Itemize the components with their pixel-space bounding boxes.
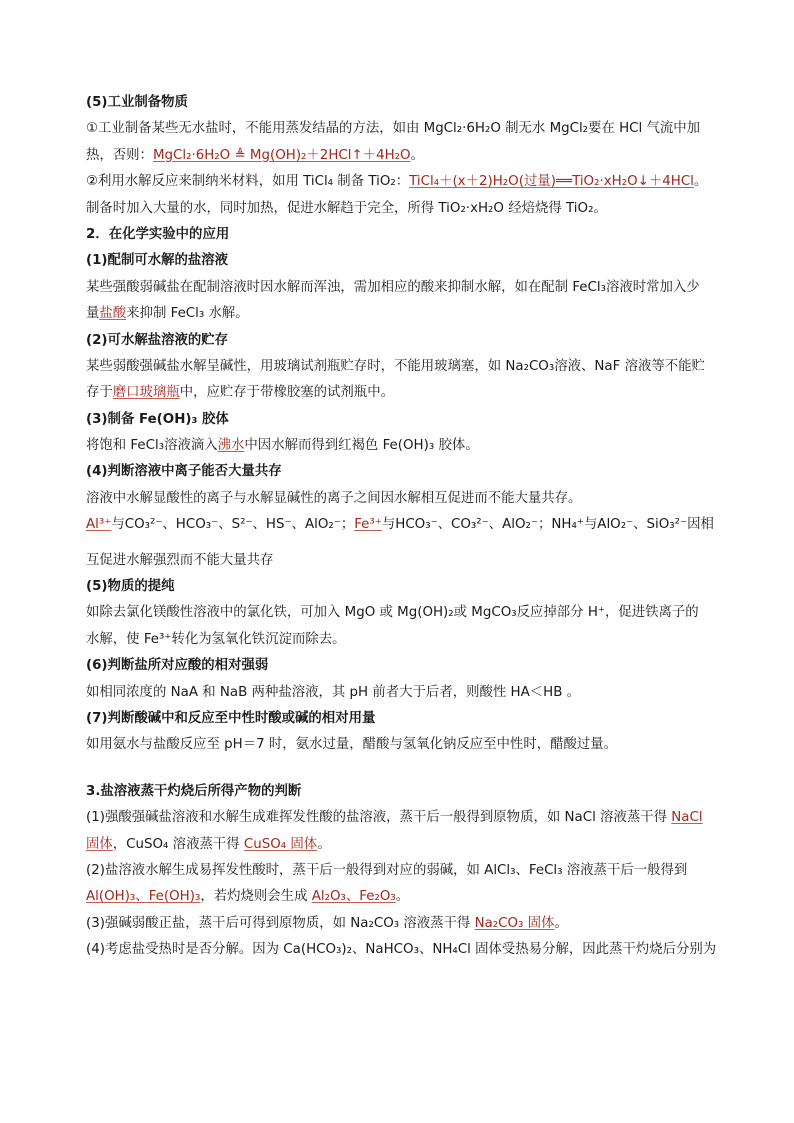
basic-ions-group2: HCO₃⁻、CO₃²⁻、AlO₂⁻ bbox=[395, 517, 538, 533]
paragraph-line: 如除去氯化镁酸性溶液中的氯化铁，可加入 MgO 或 Mg(OH)₂或 MgCO₃反应掉部分 H⁺，促进铁离子的 bbox=[86, 605, 699, 621]
paragraph-line bbox=[86, 807, 726, 828]
paragraph-line: (4)考虑盐受热时是否分解。因为 Ca(HCO₃)₂、NaHCO₃、NH₄Cl 固体受热易分解，因此蒸干灼烧后分别为 bbox=[86, 942, 717, 958]
section-heading: (4)判断溶液中离子能否大量共存 bbox=[86, 464, 282, 480]
paragraph-line bbox=[86, 303, 726, 324]
answer-highlight: 盐酸 bbox=[99, 306, 127, 322]
text-segment: 存于 bbox=[86, 385, 113, 401]
basic-ions-group1: CO₃²⁻、HCO₃⁻、S²⁻、HS⁻、AlO₂⁻ bbox=[124, 517, 341, 533]
paragraph-line bbox=[86, 834, 726, 855]
text-segment: ，若灼烧则会生成 bbox=[200, 889, 312, 905]
paragraph-line bbox=[86, 435, 726, 456]
acidic-ion-nh4: NH₄⁺ bbox=[551, 517, 584, 533]
answer-highlight: MgCl₂·6H₂O ≜ Mg(OH)₂＋2HCl↑＋4H₂O bbox=[152, 147, 411, 163]
text-segment: 中因水解而得到红褐色 Fe(OH)₃ 胶体。 bbox=[244, 438, 479, 454]
paragraph-line: 如用氨水与盐酸反应至 pH＝7 时，氨水过量，醋酸与氢氧化钠反应至中性时，醋酸过量。 bbox=[86, 737, 618, 753]
section-heading: (3)制备 Fe(OH)₃ 胶体 bbox=[86, 411, 229, 427]
paragraph-line: 溶液中水解显酸性的离子与水解显碱性的离子之间因水解相互促进而不能大量共存。 bbox=[86, 490, 582, 506]
paragraph-line: 互促进水解强烈而不能大量共存 bbox=[86, 552, 274, 568]
paragraph-line bbox=[86, 171, 726, 192]
text-segment: 。 bbox=[395, 889, 410, 905]
text-segment: ，CuSO₄ 溶液蒸干得 bbox=[112, 836, 244, 852]
paragraph-line: (2)盐溶液水解生成易挥发性酸时，蒸干后一般得到对应的弱碱，如 AlCl₃、FeCl₃ 溶液蒸干后一般得到 bbox=[86, 862, 688, 878]
paragraph-line: ①工业制备某些无水盐时，不能用蒸发结晶的方法，如由 MgCl₂·6H₂O 制无水 MgCl₂要在 HCl 气流中加 bbox=[86, 121, 701, 137]
paragraph-line bbox=[86, 145, 726, 166]
answer-highlight: NaCl bbox=[671, 810, 703, 826]
text-segment: 热，否则： bbox=[86, 147, 153, 163]
paragraph-line bbox=[86, 913, 726, 934]
answer-highlight: TiCl₄＋(x＋2)H₂O(过量)══TiO₂·xH₂O↓＋4HCl bbox=[409, 174, 694, 190]
text-segment: (1)强酸强碱盐溶液和水解生成难挥发性酸的盐溶液，蒸干后一般得到原物质，如 NaCl 溶液蒸干得 bbox=[86, 810, 672, 826]
paragraph-line: 某些强酸弱碱盐在配制溶液时因水解而浑浊，需加相应的酸来抑制水解，如在配制 FeCl₃溶液时常加入少 bbox=[86, 279, 700, 295]
answer-highlight: Al(OH)₃、Fe(OH)₃ bbox=[86, 889, 201, 905]
text-segment: 。 bbox=[554, 915, 568, 931]
line-tail-text: 因相 bbox=[687, 517, 714, 533]
acidic-ion-al: Al³⁺ bbox=[86, 517, 112, 533]
section-heading: 3.盐溶液蒸干灼烧后所得产物的判断 bbox=[86, 783, 302, 799]
paragraph-line: 制备时加入大量的水，同时加热，促进水解趋于完全，所得 TiO₂·xH₂O 经焙烧得 TiO₂。 bbox=[86, 200, 607, 216]
section-heading: (1)配制可水解的盐溶液 bbox=[86, 253, 229, 269]
paragraph-line: 如相同浓度的 NaA 和 NaB 两种盐溶液，其 pH 前者大于后者，则酸性 HA＜HB 。 bbox=[86, 684, 581, 700]
separator: ； bbox=[537, 517, 552, 533]
section-heading: (7)判断酸碱中和反应至中性时酸或碱的相对用量 bbox=[86, 710, 376, 726]
section-heading: (5)物质的提纯 bbox=[86, 579, 175, 595]
section-heading: (6)判断盐所对应酸的相对强弱 bbox=[86, 658, 269, 674]
text-segment: 。 bbox=[693, 174, 708, 190]
answer-highlight: Al₂O₃、Fe₂O₃ bbox=[311, 889, 396, 905]
paragraph-line: 某些弱酸强碱盐水解呈碱性，用玻璃试剂瓶贮存时，不能用玻璃塞，如 Na₂CO₃溶液、NaF 溶液等不能贮 bbox=[86, 358, 705, 374]
text-segment: 量 bbox=[86, 306, 100, 322]
paragraph-line: 水解，使 Fe³⁺转化为氢氧化铁沉淀而除去。 bbox=[86, 631, 346, 647]
text-segment: 来抑制 FeCl₃ 水解。 bbox=[126, 306, 249, 322]
text-segment: (3)强碱弱酸正盐，蒸干后可得到原物质，如 Na₂CO₃ 溶液蒸干得 bbox=[86, 915, 475, 931]
answer-highlight: 磨口玻璃瓶 bbox=[112, 385, 180, 401]
document-page bbox=[86, 92, 726, 966]
answer-highlight: 固体 bbox=[86, 836, 113, 852]
connector-text: 与 bbox=[381, 517, 396, 533]
paragraph-line bbox=[86, 382, 726, 403]
answer-highlight: Na₂CO₃ 固体 bbox=[474, 915, 555, 931]
section-heading: (2)可水解盐溶液的贮存 bbox=[86, 332, 229, 348]
acidic-ion-fe: Fe³⁺ bbox=[354, 517, 382, 533]
basic-ions-group3: AlO₂⁻、SiO₃²⁻ bbox=[597, 517, 688, 533]
answer-highlight: 沸水 bbox=[217, 438, 245, 454]
text-segment: 中，应贮存于带橡胶塞的试剂瓶中。 bbox=[179, 385, 394, 401]
separator: ； bbox=[340, 517, 355, 533]
connector-text: 与 bbox=[583, 517, 598, 533]
connector-text: 与 bbox=[111, 517, 125, 533]
ion-coexistence-line bbox=[86, 514, 726, 544]
text-segment: ②利用水解反应来制纳米材料，如用 TiCl₄ 制备 TiO₂： bbox=[86, 174, 410, 190]
text-segment: 。 bbox=[410, 147, 424, 163]
section-heading: 2．在化学实验中的应用 bbox=[86, 226, 230, 242]
paragraph-line bbox=[86, 886, 726, 907]
section-gap bbox=[86, 761, 726, 781]
section-heading: (5)工业制备物质 bbox=[86, 95, 188, 110]
text-segment: 。 bbox=[317, 836, 331, 852]
answer-highlight: CuSO₄ 固体 bbox=[243, 836, 318, 852]
text-segment: 将饱和 FeCl₃溶液滴入 bbox=[86, 438, 218, 454]
